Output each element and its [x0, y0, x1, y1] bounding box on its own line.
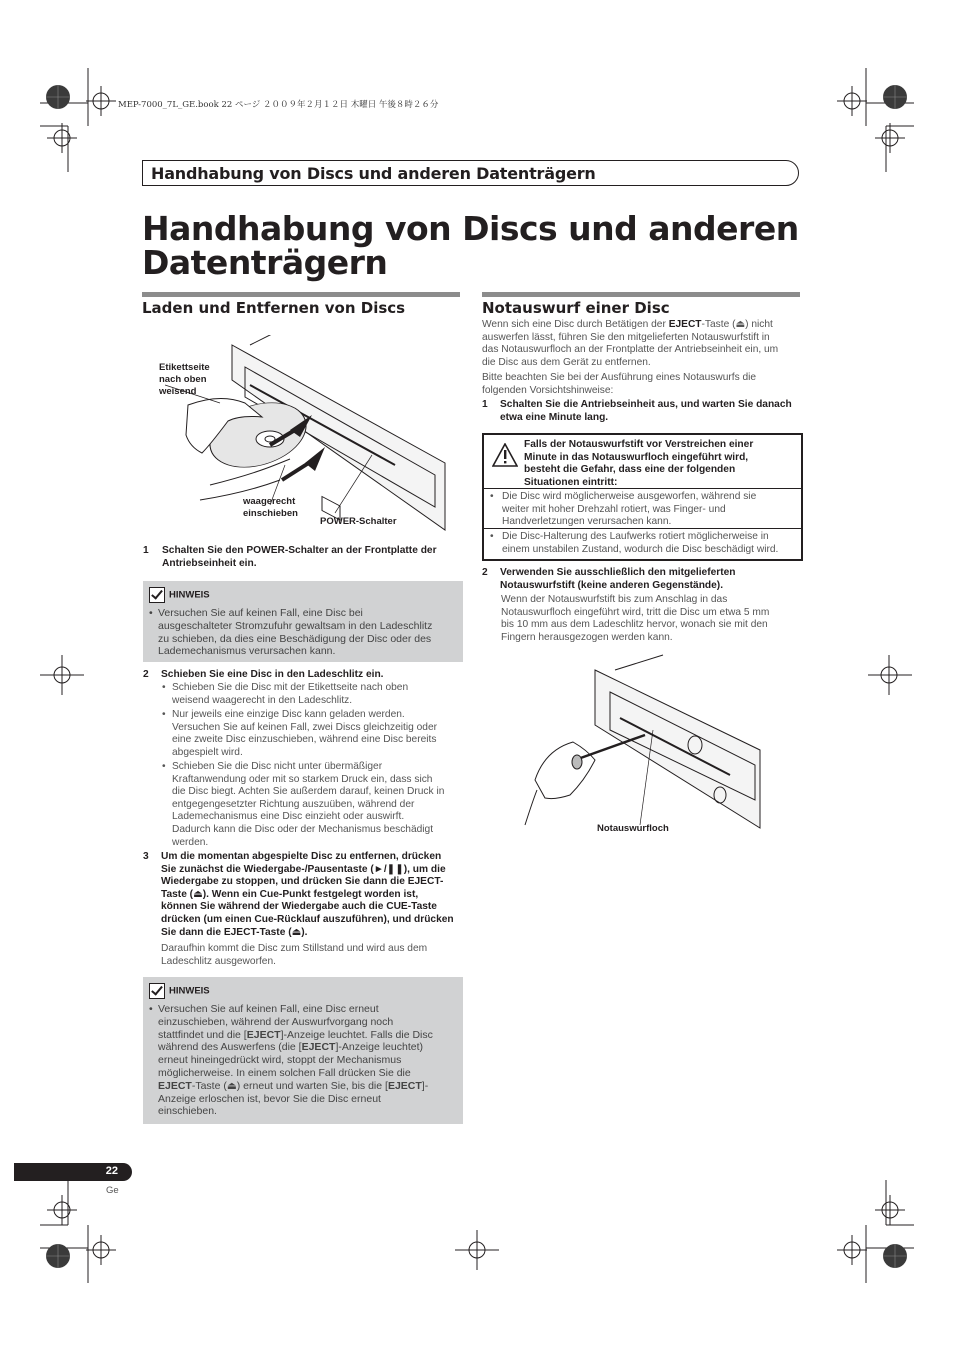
- language-code: Ge: [106, 1185, 119, 1196]
- section-rule-left: [142, 292, 460, 297]
- print-info: MEP-7000_7L_GE.book 22 ページ ２００９年２月１２日 木曜日 午後８時２６分: [118, 100, 439, 110]
- fig2-label-emergency-hole: Notauswurfloch: [597, 823, 669, 834]
- warning-icon: [492, 443, 518, 467]
- note-box-1: HINWEIS • Versuchen Sie auf keinen Fall, eine Disc bei ausgeschalteter Stromzufuhr gewaltsam in den Ladeschlitz zu schieben, da dies eine Beschädigung der Disc oder des Lademechanismus verursachen kann.: [143, 581, 463, 662]
- emergency-intro-2: Bitte beachten Sie bei der Ausführung eines Notauswurfs die folgenden Vorsichtshinweise:: [482, 372, 757, 396]
- page-title: Handhabung von Discs und anderen Datenträgern: [142, 209, 799, 282]
- section-title-loading: Laden und Entfernen von Discs: [142, 299, 406, 317]
- page-number-tab: [14, 1163, 132, 1181]
- right-step-2-result: Wenn der Notauswurfstift bis zum Anschlag in das Notauswurfloch eingeführt wird, tritt die Disc um etwa 5 mm bis 10 mm aus dem Ladeschlitz hervor, wonach sie mit den Fingern herausgezogen werden kann.: [501, 594, 770, 643]
- emergency-intro: Wenn sich eine Disc durch Betätigen der EJECT-Taste (⏏) nicht auswerfen lässt, führen Sie den mitgelieferten Notauswurfstift in das Notauswurfloch an der Frontplatte der Antriebseinheit ein, um die Disc aus dem Gerät zu entfernen.: [482, 319, 779, 368]
- fig1-label-horizontal: waagerecht einschieben: [243, 496, 298, 519]
- note-box-2: HINWEIS • Versuchen Sie auf keinen Fall, eine Disc erneut einzuschieben, während der Auswurfvorgang noch stattfindet und die [EJECT]-Anzeige leuchtet. Falls die Disc während des Auswerfens (die [EJECT]-Anzeige leuchtet) erneut hineingedrückt wird, stoppt der Mechanismus möglicherweise. In einem solchen Fall drücken Sie die EJECT-Taste (⏏) erneut und warten Sie, bis die [EJECT]- Anzeige erloschen ist, bevor Sie die Disc erneut einschieben.: [143, 977, 463, 1124]
- page-number: 22: [105, 1165, 118, 1177]
- section-rule-right: [482, 292, 800, 297]
- header-tab-title: Handhabung von Discs und anderen Datenträgern: [151, 164, 596, 183]
- header-tab: [142, 160, 799, 186]
- fig1-label-power-switch: POWER-Schalter: [320, 516, 397, 527]
- section-title-emergency: Notauswurf einer Disc: [482, 299, 670, 317]
- emergency-eject-figure: [515, 650, 765, 830]
- fig1-label-label-side: Etikettseite nach oben weisend: [159, 362, 210, 397]
- warning-box: Falls der Notauswurfstift vor Verstreichen einer Minute in das Notauswurfloch eingeführt wird, besteht die Gefahr, dass eine der folgenden Situationen eintritt: • Die Disc wird möglicherweise ausgeworfen, während sie weiter mit hoher Drehzahl rotiert, was Finger- und Handverletzungen verursachen kann. • Die Disc-Halterung des Laufwerks rotiert möglicherweise in einem unstabilen Zustand, wodurch die Disc beschädigt wird.: [482, 433, 803, 561]
- warning-divider: [484, 528, 801, 529]
- check-icon: [149, 587, 165, 603]
- left-step-3-result: Daraufhin kommt die Disc zum Stillstand und wird aus dem Ladeschlitz ausgeworfen.: [161, 943, 428, 967]
- check-icon: [149, 983, 165, 999]
